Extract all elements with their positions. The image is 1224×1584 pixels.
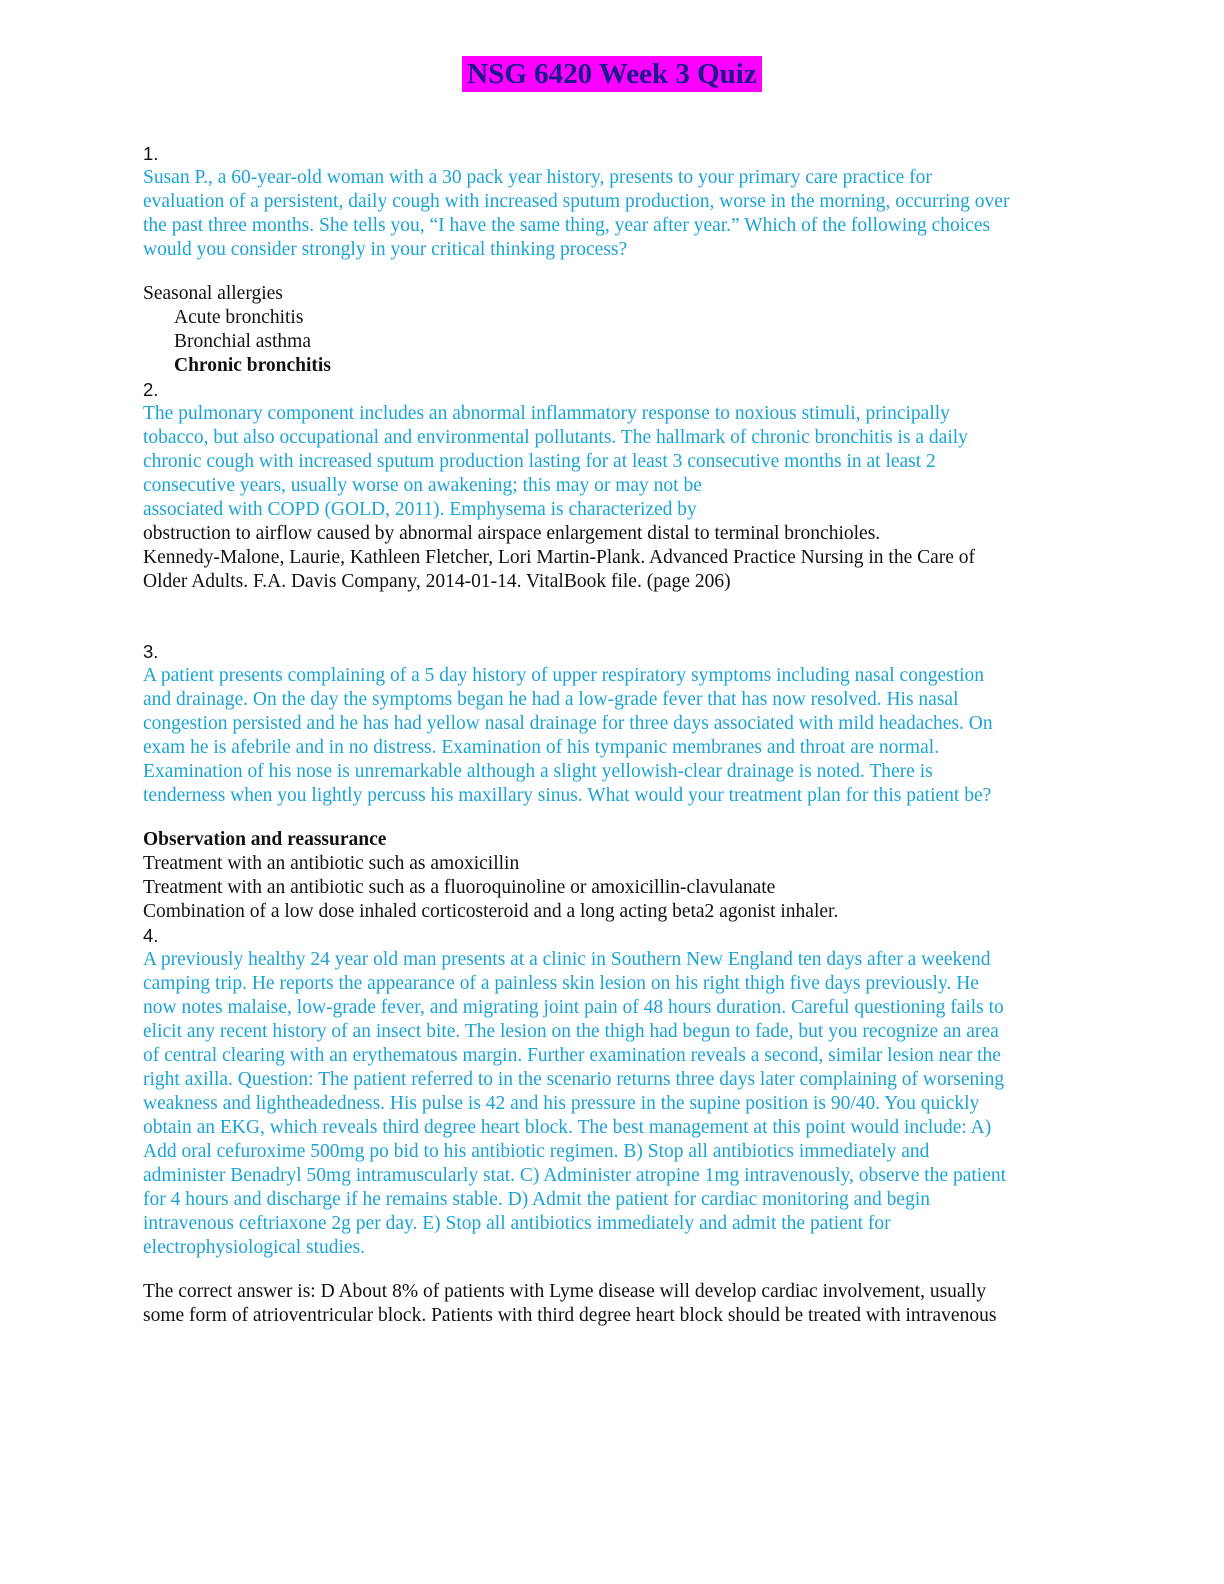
answer-option: Bronchial asthma xyxy=(174,331,312,352)
document-body xyxy=(143,142,1073,1328)
question-1-line: evaluation of a persistent, daily cough with increased sputum production, worse in the morning, occurring over xyxy=(143,191,1010,212)
question-4-line: A previously healthy 24 year old man presents at a clinic in Southern New England ten days after a weekend xyxy=(143,949,991,970)
answer-option: Seasonal allergies xyxy=(143,283,283,304)
question-number-1: 1. xyxy=(143,143,159,164)
question-4-line: of central clearing with an erythematous margin. Further examination reveals a second, similar lesion near the xyxy=(143,1045,1001,1066)
answer-option: Treatment with an antibiotic such as a fluoroquinoline or amoxicillin-clavulanate xyxy=(143,877,776,898)
reference-line: obstruction to airflow caused by abnormal airspace enlargement distal to terminal bronchioles. xyxy=(143,523,881,544)
question-3-line: and drainage. On the day the symptoms began he had a low-grade fever that has now resolved. His nasal xyxy=(143,689,959,710)
question-4-line: for 4 hours and discharge if he remains stable. D) Admit the patient for cardiac monitoring and begin xyxy=(143,1189,930,1210)
reference-line: Kennedy-Malone, Laurie, Kathleen Fletcher, Lori Martin-Plank. Advanced Practice Nursing in the Care of xyxy=(143,547,976,568)
question-3-line: exam he is afebrile and in no distress. Examination of his tympanic membranes and throat are normal. xyxy=(143,737,940,758)
answer-explanation-line: The correct answer is: D About 8% of patients with Lyme disease will develop cardiac involvement, usually xyxy=(143,1281,987,1302)
answer-explanation-line: some form of atrioventricular block. Patients with third degree heart block should be treated with intravenous xyxy=(143,1305,997,1326)
question-3-line: congestion persisted and he has had yellow nasal drainage for three days associated with mild headaches. On xyxy=(143,713,993,734)
question-number-2: 2. xyxy=(143,379,159,400)
answer-option: Treatment with an antibiotic such as amoxicillin xyxy=(143,853,520,874)
page-title: NSG 6420 Week 3 Quiz xyxy=(462,56,762,92)
question-4-line: camping trip. He reports the appearance of a painless skin lesion on his right thigh five days previously. He xyxy=(143,973,979,994)
question-1-text xyxy=(143,166,1073,262)
answer-option: Acute bronchitis xyxy=(174,307,304,328)
question-1-options xyxy=(143,282,1073,378)
answer-option-correct: Observation and reassurance xyxy=(143,829,387,850)
question-4-text xyxy=(143,948,1073,1260)
question-3-text xyxy=(143,664,1073,808)
question-4-line: Add oral cefuroxime 500mg po bid to his antibiotic regimen. B) Stop all antibiotics immediately and xyxy=(143,1141,930,1162)
question-2-reference xyxy=(143,522,1073,594)
question-3-line: Examination of his nose is unremarkable although a slight yellowish-clear drainage is noted. There is xyxy=(143,761,933,782)
question-2-line: The pulmonary component includes an abnormal inflammatory response to noxious stimuli, principally xyxy=(143,403,950,424)
question-4-line: weakness and lightheadedness. His pulse is 42 and his pressure in the supine position is 90/40. You quickly xyxy=(143,1093,980,1114)
question-1-line: would you consider strongly in your critical thinking process? xyxy=(143,239,628,260)
question-4-line: administer Benadryl 50mg intramuscularly stat. C) Administer atropine 1mg intravenously, observe the patient xyxy=(143,1165,1007,1186)
question-3-line: A patient presents complaining of a 5 day history of upper respiratory symptoms including nasal congestion xyxy=(143,665,985,686)
question-4-line: obtain an EKG, which reveals third degree heart block. The best management at this point would include: A) xyxy=(143,1117,992,1138)
question-2-line: tobacco, but also occupational and environmental pollutants. The hallmark of chronic bronchitis is a daily xyxy=(143,427,968,448)
question-4-line: elicit any recent history of an insect bite. The lesion on the thigh had begun to fade, but you recognize an area xyxy=(143,1021,999,1042)
question-number-3: 3. xyxy=(143,641,159,662)
question-2-line: chronic cough with increased sputum production lasting for at least 3 consecutive months in at least 2 xyxy=(143,451,936,472)
question-4-line: electrophysiological studies. xyxy=(143,1237,366,1258)
question-2-line: consecutive years, usually worse on awakening; this may or may not be xyxy=(143,475,702,496)
question-1-line: the past three months. She tells you, “I have the same thing, year after year.” Which of the following choices xyxy=(143,215,991,236)
question-2-line: associated with COPD (GOLD, 2011). Emphysema is characterized by xyxy=(143,499,697,520)
question-4-line: now notes malaise, low-grade fever, and migrating joint pain of 48 hours duration. Careful questioning fails to xyxy=(143,997,1004,1018)
answer-option: Combination of a low dose inhaled corticosteroid and a long acting beta2 agonist inhaler. xyxy=(143,901,839,922)
reference-line: Older Adults. F.A. Davis Company, 2014-01-14. VitalBook file. (page 206) xyxy=(143,571,731,592)
question-1-line: Susan P., a 60-year-old woman with a 30 pack year history, presents to your primary care practice for xyxy=(143,167,932,188)
question-3-options xyxy=(143,828,1073,924)
question-2-text xyxy=(143,402,1073,522)
question-4-answer xyxy=(143,1280,1073,1328)
title-container xyxy=(0,56,1224,92)
question-4-line: intravenous ceftriaxone 2g per day. E) Stop all antibiotics immediately and admit the patient for xyxy=(143,1213,891,1234)
answer-option-correct: Chronic bronchitis xyxy=(174,355,331,376)
question-3-line: tenderness when you lightly percuss his maxillary sinus. What would your treatment plan for this patient be? xyxy=(143,785,992,806)
question-number-4: 4. xyxy=(143,925,159,946)
question-4-line: right axilla. Question: The patient referred to in the scenario returns three days later complaining of worsening xyxy=(143,1069,1005,1090)
